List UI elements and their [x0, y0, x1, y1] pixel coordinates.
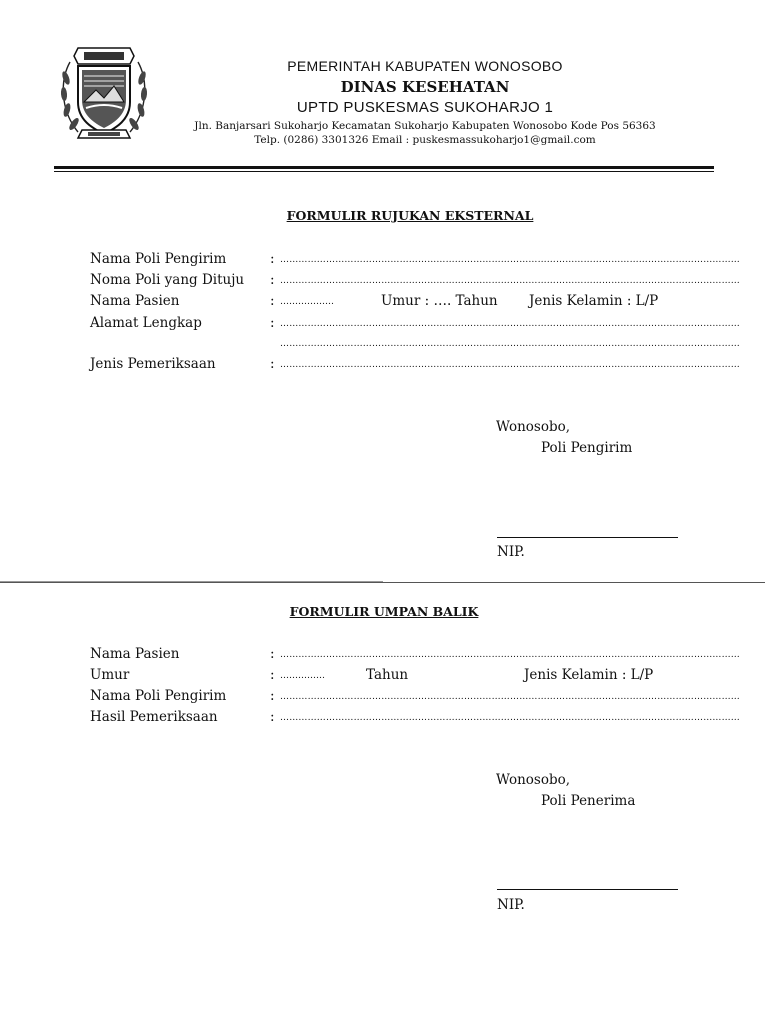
dotted-field-umur: ……………: [280, 671, 325, 681]
dotted-field-nama-pasien: ………………: [280, 297, 334, 307]
label-umur: Umur: [90, 667, 130, 683]
form-separator-shadow: [0, 581, 383, 582]
label-poli-pengirim: Nama Poli Pengirim: [90, 688, 227, 704]
dotted-field-poli-pengirim: ……………………………………………………………………………………………………………………………………: [280, 255, 740, 265]
signature-place: Wonosobo,: [496, 419, 571, 435]
nip-label: NIP.: [497, 544, 525, 560]
letterhead-contact: Telp. (0286) 3301326 Email : puskesmassukoharjo1@gmail.com: [254, 134, 596, 146]
signature-role: Poli Pengirim: [541, 440, 633, 456]
label-poli-dituju: Noma Poli yang Dituju: [90, 272, 245, 288]
colon: :: [270, 709, 275, 725]
signature-line: [497, 537, 678, 538]
letterhead-government: PEMERINTAH KABUPATEN WONOSOBO: [287, 58, 563, 74]
signature-place: Wonosobo,: [496, 772, 571, 788]
umur-field: Umur : …. Tahun: [381, 293, 498, 309]
form2-title: FORMULIR UMPAN BALIK: [289, 604, 479, 619]
jenis-kelamin-field: Jenis Kelamin : L/P: [524, 667, 654, 683]
label-poli-pengirim: Nama Poli Pengirim: [90, 251, 227, 267]
colon: :: [270, 646, 275, 662]
dotted-field-poli-dituju: ……………………………………………………………………………………………………………………………………: [280, 276, 740, 286]
dotted-field-alamat-2: ……………………………………………………………………………………………………………………………………: [280, 339, 740, 349]
dotted-field-alamat-1: ……………………………………………………………………………………………………………………………………: [280, 319, 740, 329]
label-alamat: Alamat Lengkap: [90, 315, 202, 331]
tahun-label: Tahun: [366, 667, 409, 683]
colon: :: [270, 315, 275, 331]
label-nama-pasien: Nama Pasien: [90, 293, 180, 309]
colon: :: [270, 251, 275, 267]
dotted-field-jenis-pemeriksaan: ……………………………………………………………………………………………………………………………………: [280, 360, 740, 370]
letterhead-department: DINAS KESEHATAN: [340, 78, 510, 96]
colon: :: [270, 293, 275, 309]
signature-role: Poli Penerima: [541, 793, 636, 809]
label-hasil-pemeriksaan: Hasil Pemeriksaan: [90, 709, 218, 725]
letterhead-rule-thick: [54, 166, 714, 169]
jenis-kelamin-field: Jenis Kelamin : L/P: [529, 293, 659, 309]
colon: :: [270, 688, 275, 704]
letterhead-address: Jln. Banjarsari Sukoharjo Kecamatan Sukoharjo Kabupaten Wonosobo Kode Pos 56363: [194, 120, 656, 132]
form-separator: [0, 582, 765, 583]
colon: :: [270, 356, 275, 372]
dotted-field-nama-pasien: ……………………………………………………………………………………………………………………………………: [280, 650, 740, 660]
letterhead-rule-thin: [54, 171, 714, 172]
dotted-field-hasil-pemeriksaan: ……………………………………………………………………………………………………………………………………: [280, 713, 740, 723]
letterhead-unit: UPTD PUSKESMAS SUKOHARJO 1: [296, 99, 554, 116]
label-jenis-pemeriksaan: Jenis Pemeriksaan: [90, 356, 216, 372]
kabupaten-emblem-logo: [58, 40, 150, 144]
dotted-field-poli-pengirim: ……………………………………………………………………………………………………………………………………: [280, 692, 740, 702]
colon: :: [270, 272, 275, 288]
form1-title: FORMULIR RUJUKAN EKSTERNAL: [286, 208, 534, 223]
signature-line: [497, 889, 678, 890]
nip-label: NIP.: [497, 897, 525, 913]
label-nama-pasien: Nama Pasien: [90, 646, 180, 662]
colon: :: [270, 667, 275, 683]
